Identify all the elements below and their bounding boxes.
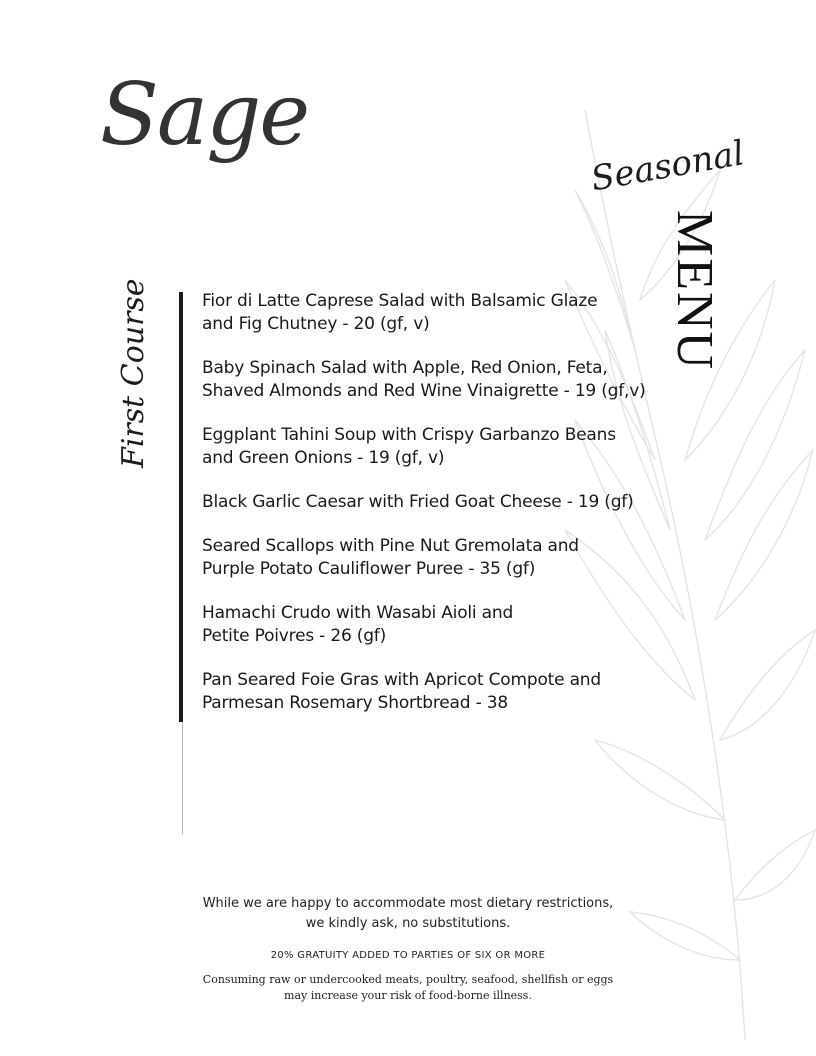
menu-item: [202, 669, 642, 715]
menu-item-line: Hamachi Crudo with Wasabi Aioli and: [202, 603, 514, 623]
menu-item-list: [202, 290, 646, 736]
dietary-note: [108, 894, 708, 934]
menu-item-line: Purple Potato Cauliflower Puree - 35 (gf): [202, 559, 536, 579]
dietary-note-line: we kindly ask, no substitutions.: [305, 916, 511, 931]
menu-item: [202, 424, 642, 470]
warning-line: Consuming raw or undercooked meats, poultry, seafood, shellfish or eggs: [202, 973, 614, 986]
menu-item-line: Seared Scallops with Pine Nut Gremolata and: [202, 536, 579, 556]
brand-logo: Sage: [100, 65, 309, 165]
menu-item: [202, 357, 646, 403]
menu-item-line: Fior di Latte Caprese Salad with Balsamic Glaze: [202, 291, 598, 311]
menu-item-line: Baby Spinach Salad with Apple, Red Onion, Feta,: [202, 358, 608, 378]
menu-item-line: Pan Seared Foie Gras with Apricot Compote and: [202, 670, 601, 690]
menu-item-line: Black Garlic Caesar with Fried Goat Cheese - 19 (gf): [202, 492, 634, 512]
menu-item: [202, 290, 642, 336]
menu-item: [202, 602, 642, 648]
menu-title: MENU: [666, 210, 723, 372]
menu-item-line: Petite Poivres - 26 (gf): [202, 626, 387, 646]
section-label-first-course: First Course: [116, 278, 151, 468]
food-safety-warning: [108, 972, 708, 1004]
section-divider-thin: [182, 722, 183, 834]
menu-item: [202, 491, 642, 514]
menu-item-line: Parmesan Rosemary Shortbread - 38: [202, 693, 508, 713]
seasonal-script-title: Seasonal: [588, 133, 748, 200]
menu-item-line: and Green Onions - 19 (gf, v): [202, 448, 445, 468]
warning-line: may increase your risk of food-borne illness.: [284, 989, 532, 1002]
section-divider-bar: [179, 292, 183, 722]
menu-item-line: and Fig Chutney - 20 (gf, v): [202, 314, 430, 334]
gratuity-notice: 20% GRATUITY ADDED TO PARTIES OF SIX OR MORE: [270, 950, 546, 961]
menu-item: [202, 535, 642, 581]
menu-item-line: Eggplant Tahini Soup with Crispy Garbanzo Beans: [202, 425, 616, 445]
dietary-note-line: While we are happy to accommodate most dietary restrictions,: [202, 896, 614, 911]
menu-item-line: Shaved Almonds and Red Wine Vinaigrette - 19 (gf,v): [202, 381, 646, 401]
